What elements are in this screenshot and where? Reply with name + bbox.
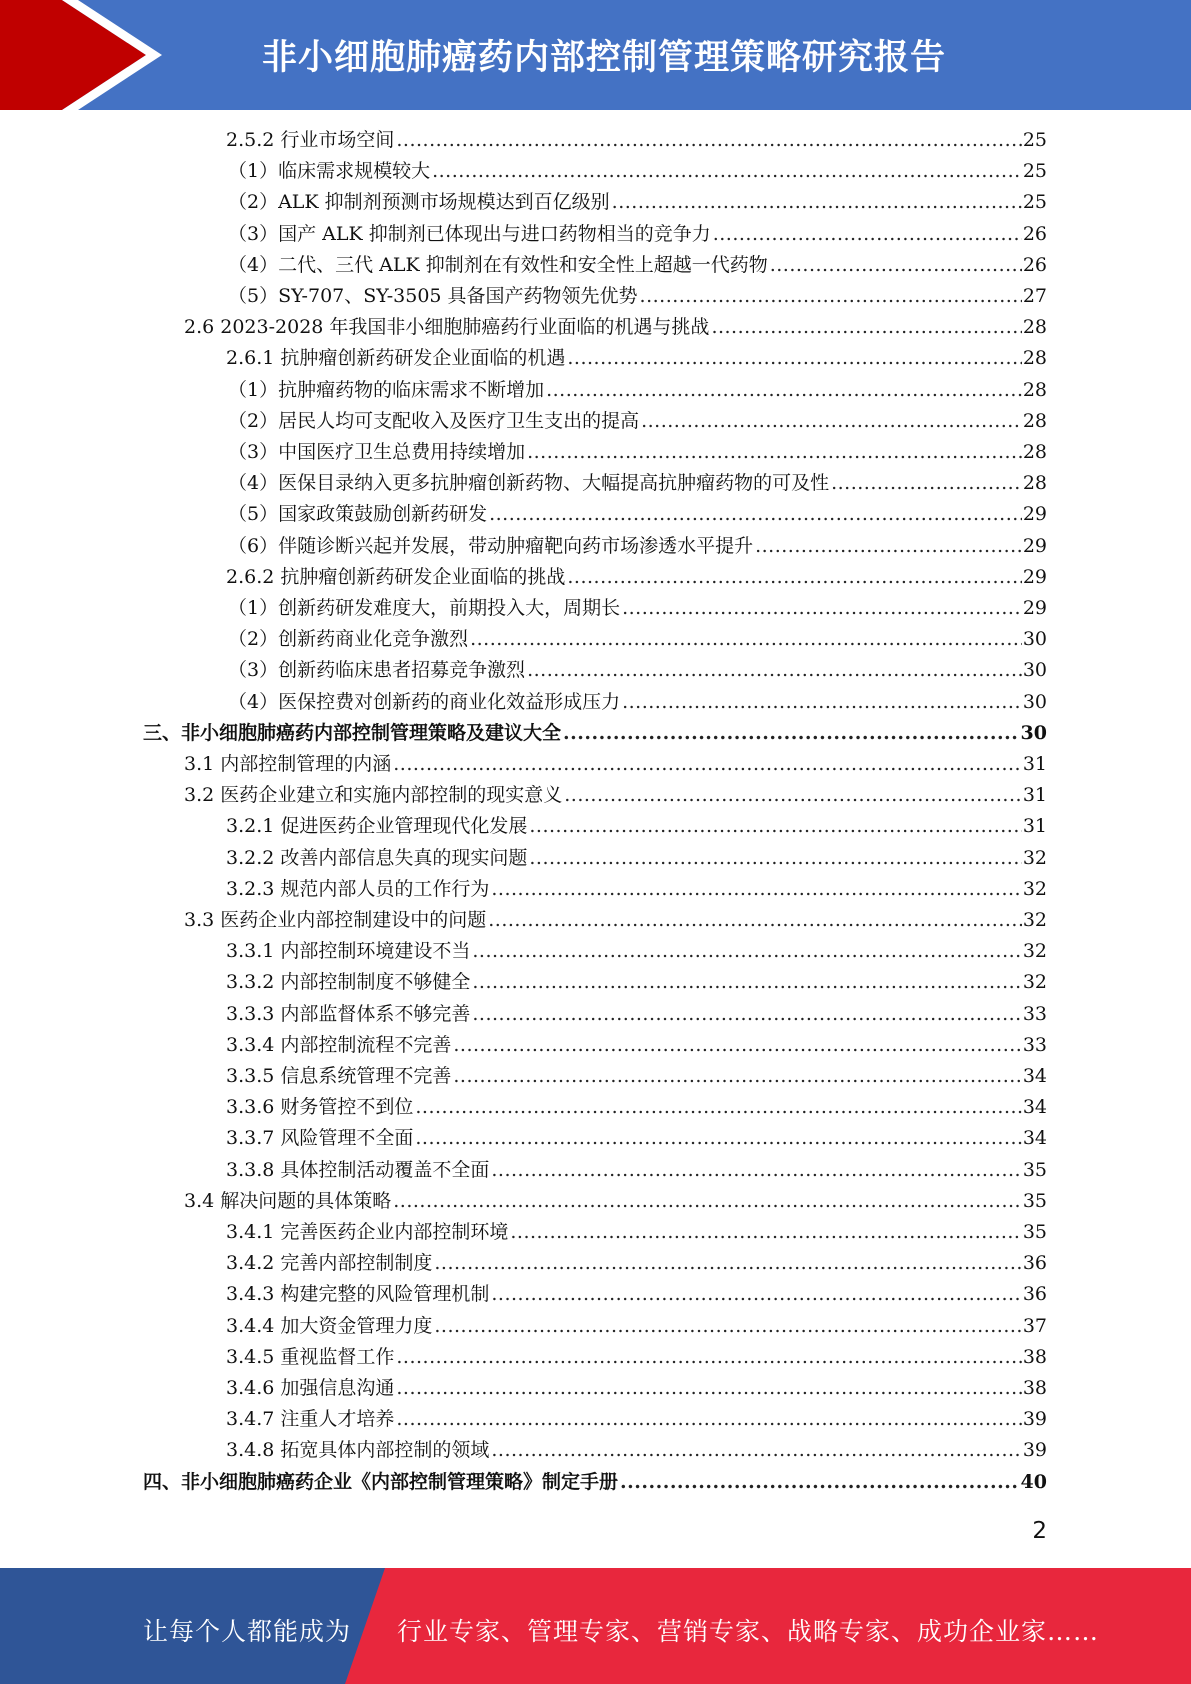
toc-entry[interactable] bbox=[143, 1467, 1047, 1498]
toc-dot-leader bbox=[713, 219, 1022, 250]
toc-dot-leader bbox=[491, 1435, 1021, 1466]
toc-dot-leader bbox=[510, 1217, 1021, 1248]
toc-entry-page: 25 bbox=[1022, 129, 1047, 151]
toc-entry[interactable] bbox=[226, 1030, 1047, 1061]
toc-entry-page: 31 bbox=[1022, 815, 1047, 838]
toc-dot-leader bbox=[564, 780, 1022, 811]
toc-dot-leader bbox=[491, 1279, 1021, 1310]
toc-dot-leader bbox=[563, 718, 1020, 749]
toc-entry-page: 26 bbox=[1022, 253, 1047, 276]
toc-dot-leader bbox=[622, 687, 1022, 718]
toc-entry-page: 40 bbox=[1020, 1470, 1047, 1493]
toc-entry[interactable] bbox=[228, 250, 1047, 281]
toc-entry-page: 37 bbox=[1022, 1314, 1047, 1337]
toc-dot-leader bbox=[453, 1061, 1021, 1092]
toc-entry-page: 38 bbox=[1022, 1345, 1047, 1368]
toc-dot-leader bbox=[770, 250, 1022, 281]
toc-entry-label: 四、非小细胞肺癌药企业《内部控制管理策略》制定手册 bbox=[143, 1470, 619, 1493]
toc-entry-page: 35 bbox=[1022, 1189, 1047, 1212]
toc-entry[interactable] bbox=[228, 219, 1047, 250]
toc-entry-label: 3.2.1 促进医药企业管理现代化发展 bbox=[226, 815, 528, 838]
toc-entry-label: 2.6 2023-2028 年我国非小细胞肺癌药行业面临的机遇与挑战 bbox=[184, 316, 710, 339]
toc-entry-page: 28 bbox=[1022, 441, 1047, 463]
toc-entry-page: 34 bbox=[1022, 1127, 1047, 1150]
toc-entry-page: 35 bbox=[1022, 1158, 1047, 1181]
toc-entry-label: 2.6.2 抗肿瘤创新药研发企业面临的挑战 bbox=[226, 565, 566, 588]
toc-entry[interactable] bbox=[226, 999, 1047, 1030]
toc-entry[interactable] bbox=[226, 343, 1047, 374]
toc-entry-page: 36 bbox=[1022, 1283, 1047, 1306]
toc-dot-leader bbox=[567, 343, 1021, 374]
toc-entry-label: 3.4.5 重视监督工作 bbox=[226, 1345, 395, 1368]
toc-entry-label: 2.5.2 行业市场空间 bbox=[226, 129, 395, 151]
toc-entry-label: 三、非小细胞肺癌药内部控制管理策略及建议大全 bbox=[143, 721, 562, 744]
toc-entry-page: 39 bbox=[1022, 1408, 1047, 1431]
toc-entry-label: 3.2 医药企业建立和实施内部控制的现实意义 bbox=[184, 784, 563, 807]
toc-entry-page: 33 bbox=[1022, 1002, 1047, 1025]
toc-entry[interactable] bbox=[226, 1155, 1047, 1186]
toc-entry[interactable] bbox=[228, 593, 1047, 624]
page-number: 2 bbox=[1032, 1518, 1047, 1544]
toc-entry-label: 3.3.3 内部监督体系不够完善 bbox=[226, 1002, 471, 1025]
toc-entry-label: 3.2.2 改善内部信息失真的现实问题 bbox=[226, 846, 528, 869]
toc-entry-page: 32 bbox=[1022, 940, 1047, 963]
toc-entry[interactable] bbox=[228, 655, 1047, 686]
toc-dot-leader bbox=[546, 375, 1022, 406]
toc-entry-page: 31 bbox=[1022, 784, 1047, 807]
toc-dot-leader bbox=[640, 281, 1022, 312]
toc-dot-leader bbox=[641, 406, 1022, 437]
toc-entry[interactable] bbox=[226, 1217, 1047, 1248]
toc-entry-label: 3.4.6 加强信息沟通 bbox=[226, 1377, 395, 1399]
toc-entry-label: （2）居民人均可支配收入及医疗卫生支出的提高 bbox=[228, 409, 640, 432]
toc-dot-leader bbox=[393, 749, 1022, 780]
toc-entry-page: 25 bbox=[1022, 191, 1047, 214]
toc-entry-page: 29 bbox=[1022, 503, 1047, 526]
toc-entry-page: 32 bbox=[1022, 909, 1047, 931]
toc-entry[interactable] bbox=[226, 1404, 1047, 1435]
toc-entry-label: 3.3.5 信息系统管理不完善 bbox=[226, 1065, 452, 1087]
toc-entry-page: 25 bbox=[1022, 160, 1047, 183]
toc-dot-leader bbox=[470, 624, 1022, 655]
toc-dot-leader bbox=[755, 531, 1022, 562]
toc-entry-page: 29 bbox=[1022, 597, 1047, 619]
toc-entry[interactable] bbox=[184, 780, 1047, 811]
toc-entry[interactable] bbox=[228, 187, 1047, 218]
toc-entry-label: 3.4 解决问题的具体策略 bbox=[184, 1189, 392, 1212]
toc-entry-page: 28 bbox=[1022, 316, 1047, 339]
toc-entry-label: 3.1 内部控制管理的内涵 bbox=[184, 753, 392, 775]
footer-slogan-left: 让每个人都能成为 bbox=[143, 1617, 352, 1646]
toc-entry-page: 32 bbox=[1022, 877, 1047, 900]
toc-entry-page: 28 bbox=[1022, 472, 1047, 495]
footer-slogan-right: 行业专家、管理专家、营销专家、战略专家、成功企业家…… bbox=[397, 1617, 1100, 1646]
toc-entry-label: 2.6.1 抗肿瘤创新药研发企业面临的机遇 bbox=[226, 347, 566, 370]
toc-dot-leader bbox=[529, 843, 1021, 874]
toc-entry[interactable] bbox=[228, 687, 1047, 718]
toc-entry[interactable] bbox=[226, 562, 1047, 593]
toc-dot-leader bbox=[529, 811, 1021, 842]
toc-entry-page: 26 bbox=[1022, 222, 1047, 245]
toc-entry-label: 3.4.8 拓宽具体内部控制的领域 bbox=[226, 1439, 490, 1462]
toc-entry[interactable] bbox=[143, 718, 1047, 749]
toc-entry[interactable] bbox=[226, 811, 1047, 842]
toc-dot-leader bbox=[472, 967, 1021, 998]
toc-entry-label: 3.3 医药企业内部控制建设中的问题 bbox=[184, 909, 487, 931]
toc-entry[interactable] bbox=[184, 312, 1047, 343]
toc-entry-label: （5）SY-707、SY-3505 具备国产药物领先优势 bbox=[228, 285, 638, 307]
toc-dot-leader bbox=[831, 468, 1022, 499]
toc-entry[interactable] bbox=[226, 1373, 1047, 1404]
toc-entry-label: 3.4.4 加大资金管理力度 bbox=[226, 1314, 433, 1337]
toc-entry[interactable] bbox=[228, 281, 1047, 312]
toc-entry[interactable] bbox=[226, 1123, 1047, 1154]
toc-entry-label: 3.4.1 完善医药企业内部控制环境 bbox=[226, 1221, 509, 1243]
toc-entry[interactable] bbox=[228, 531, 1047, 562]
toc-dot-leader bbox=[396, 125, 1021, 156]
toc-entry[interactable] bbox=[228, 624, 1047, 655]
toc-entry-page: 35 bbox=[1022, 1221, 1047, 1243]
toc-entry[interactable] bbox=[226, 1061, 1047, 1092]
toc-dot-leader bbox=[453, 1030, 1021, 1061]
toc-entry-label: 3.3.1 内部控制环境建设不当 bbox=[226, 940, 471, 963]
toc-dot-leader bbox=[527, 655, 1022, 686]
toc-entry-label: （4）二代、三代 ALK 抑制剂在有效性和安全性上超越一代药物 bbox=[228, 253, 768, 276]
toc-entry[interactable] bbox=[226, 1311, 1047, 1342]
toc-entry-label: （6）伴随诊断兴起并发展，带动肿瘤靶向药市场渗透水平提升 bbox=[228, 534, 754, 557]
toc-dot-leader bbox=[472, 999, 1021, 1030]
page-header bbox=[0, 0, 1191, 110]
toc-dot-leader bbox=[472, 936, 1021, 967]
toc-entry-page: 34 bbox=[1022, 1096, 1047, 1119]
toc-entry[interactable] bbox=[184, 905, 1047, 936]
toc-entry[interactable] bbox=[228, 406, 1047, 437]
toc-entry-label: （5）国家政策鼓励创新药研发 bbox=[228, 503, 488, 526]
toc-entry-page: 31 bbox=[1022, 753, 1047, 775]
toc-entry[interactable] bbox=[228, 499, 1047, 530]
toc-dot-leader bbox=[527, 437, 1022, 468]
toc-entry[interactable] bbox=[184, 1186, 1047, 1217]
toc-dot-leader bbox=[488, 905, 1022, 936]
toc-entry[interactable] bbox=[184, 749, 1047, 780]
toc-entry-label: （4）医保控费对创新药的商业化效益形成压力 bbox=[228, 690, 621, 713]
toc-dot-leader bbox=[434, 1248, 1021, 1279]
toc-entry-label: （1）抗肿瘤药物的临床需求不断增加 bbox=[228, 378, 545, 401]
toc-entry-page: 33 bbox=[1022, 1033, 1047, 1056]
toc-entry-page: 39 bbox=[1022, 1439, 1047, 1462]
toc-entry-page: 28 bbox=[1022, 409, 1047, 432]
toc-entry[interactable] bbox=[226, 1279, 1047, 1310]
toc-entry[interactable] bbox=[228, 156, 1047, 187]
toc-entry[interactable] bbox=[226, 843, 1047, 874]
toc-dot-leader bbox=[491, 874, 1021, 905]
toc-entry-label: （3）国产 ALK 抑制剂已体现出与进口药物相当的竞争力 bbox=[228, 222, 711, 245]
toc-entry-label: （1）创新药研发难度大，前期投入大，周期长 bbox=[228, 597, 621, 619]
toc-entry-label: 3.3.8 具体控制活动覆盖不全面 bbox=[226, 1158, 490, 1181]
toc-dot-leader bbox=[567, 562, 1021, 593]
toc-entry[interactable] bbox=[226, 874, 1047, 905]
toc-entry[interactable] bbox=[226, 936, 1047, 967]
report-title: 非小细胞肺癌药内部控制管理策略研究报告 bbox=[262, 38, 947, 78]
toc-entry-label: 3.3.2 内部控制制度不够健全 bbox=[226, 971, 471, 994]
toc-entry-label: （2）ALK 抑制剂预测市场规模达到百亿级别 bbox=[228, 191, 610, 214]
toc-entry-page: 36 bbox=[1022, 1252, 1047, 1275]
toc-entry-label: （2）创新药商业化竞争激烈 bbox=[228, 628, 469, 651]
toc-entry-page: 28 bbox=[1022, 347, 1047, 370]
toc-entry-page: 30 bbox=[1022, 690, 1047, 713]
toc-entry-label: 3.4.2 完善内部控制制度 bbox=[226, 1252, 433, 1275]
toc-entry-page: 30 bbox=[1022, 659, 1047, 682]
toc-entry[interactable] bbox=[228, 375, 1047, 406]
toc-entry-label: 3.3.7 风险管理不全面 bbox=[226, 1127, 414, 1150]
toc-entry-page: 29 bbox=[1022, 565, 1047, 588]
toc-entry-label: 3.2.3 规范内部人员的工作行为 bbox=[226, 877, 490, 900]
toc-dot-leader bbox=[622, 593, 1022, 624]
toc-entry[interactable] bbox=[226, 125, 1047, 156]
toc-entry-label: （4）医保目录纳入更多抗肿瘤创新药物、大幅提高抗肿瘤药物的可及性 bbox=[228, 472, 830, 495]
toc-entry[interactable] bbox=[226, 1342, 1047, 1373]
toc-dot-leader bbox=[396, 1342, 1021, 1373]
toc-entry-label: （1）临床需求规模较大 bbox=[228, 160, 431, 183]
toc-dot-leader bbox=[415, 1123, 1021, 1154]
toc-entry-page: 30 bbox=[1022, 628, 1047, 651]
toc-dot-leader bbox=[396, 1373, 1021, 1404]
toc-entry-page: 28 bbox=[1022, 378, 1047, 401]
toc-entry-label: 3.3.4 内部控制流程不完善 bbox=[226, 1033, 452, 1056]
toc-entry-page: 27 bbox=[1022, 285, 1047, 307]
toc-entry[interactable] bbox=[226, 967, 1047, 998]
toc-entry-label: 3.3.6 财务管控不到位 bbox=[226, 1096, 414, 1119]
toc-dot-leader bbox=[612, 187, 1022, 218]
toc-dot-leader bbox=[489, 499, 1022, 530]
toc-entry-page: 32 bbox=[1022, 846, 1047, 869]
toc-entry-label: 3.4.7 注重人才培养 bbox=[226, 1408, 395, 1431]
toc-entry[interactable] bbox=[226, 1435, 1047, 1466]
toc-dot-leader bbox=[711, 312, 1021, 343]
toc-entry-label: （3）中国医疗卫生总费用持续增加 bbox=[228, 441, 526, 463]
toc-dot-leader bbox=[620, 1467, 1020, 1498]
toc-entry-page: 32 bbox=[1022, 971, 1047, 994]
toc-entry[interactable] bbox=[228, 468, 1047, 499]
toc-entry-page: 30 bbox=[1020, 721, 1047, 744]
toc-entry[interactable] bbox=[226, 1248, 1047, 1279]
toc-dot-leader bbox=[393, 1186, 1022, 1217]
toc-entry[interactable] bbox=[226, 1092, 1047, 1123]
toc-entry-label: （3）创新药临床患者招募竞争激烈 bbox=[228, 659, 526, 682]
toc-dot-leader bbox=[396, 1404, 1021, 1435]
toc-entry-page: 29 bbox=[1022, 534, 1047, 557]
toc-entry[interactable] bbox=[228, 437, 1047, 468]
toc-dot-leader bbox=[434, 1311, 1021, 1342]
toc-dot-leader bbox=[415, 1092, 1021, 1123]
page-footer bbox=[0, 1568, 1191, 1684]
toc-dot-leader bbox=[432, 156, 1022, 187]
toc-entry-page: 34 bbox=[1022, 1065, 1047, 1087]
toc-entry-page: 38 bbox=[1022, 1377, 1047, 1399]
toc-dot-leader bbox=[491, 1155, 1021, 1186]
toc-entry-label: 3.4.3 构建完整的风险管理机制 bbox=[226, 1283, 490, 1306]
